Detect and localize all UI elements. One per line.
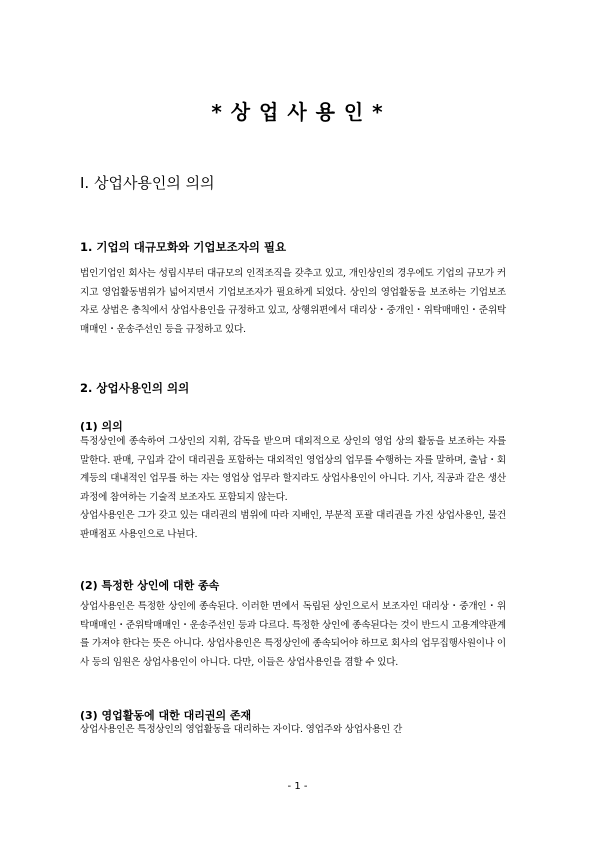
paragraph-4-text: 상업사용인은 특정상인의 영업활동을 대리하는 자이다. 영업주와 상업사용인 간 [80,724,403,735]
paragraph-4 [80,721,506,740]
paragraph-3 [80,598,506,672]
section-heading: Ⅰ. 상업사용인의 의의 [80,174,215,192]
document-title: * 상 업 사 용 인 * [211,100,384,124]
subsection-heading-2: 2. 상업사용인의 의의 [80,381,190,395]
item-heading-2: (2) 특정한 상인에 대한 종속 [80,579,220,592]
item-heading-1: (1) 의의 [80,420,123,433]
paragraph-3-text: 상업사용인은 특정한 상인에 종속된다. 이러한 면에서 독립된 상인으로서 보조자인 대리상・중개인・위탁매매인・준위탁매매인・운송주선인 등과 다르다. 특정한 상인에 종속된다는 것이 반드시 고용계약관계를 가져야 한다는 뜻은 아니다. 상업사용인은 특정상인에 종속되어야 하므로 회사의 업무집행사원이나 이사 등의 임원은 상업사용인이 아니다. 다만, 이들은 상업사용인을 겸할 수 있다. [80,601,506,668]
paragraph-2-text-a: 특정상인에 종속하여 그상인의 지휘, 감독을 받으며 대외적으로 상인의 영업 상의 활동을 보조하는 자를 말한다. 판매, 구입과 같이 대리권을 포함하는 대외적인 영업상의 업무를 수행하는 자를 말하며, 출납・회계등의 대내적인 업무를 하는 자는 영업상 업무라 할지라도 상업사용인이 아니다. 기사, 직공과 같은 생산과정에 참여하는 기술적 보조자도 포함되지 않는다. [80,436,506,503]
item-heading-3: (3) 영업활동에 대한 대리권의 존재 [80,709,252,722]
paragraph-2-text-b: 상업사용인은 그가 갖고 있는 대리권의 범위에 따라 지배인, 부분적 포괄 대리권을 가진 상업사용인, 물건 판매점포 사용인으로 나뉜다. [80,510,506,540]
paragraph-1 [80,265,506,339]
page-number: - 1 - [287,781,308,792]
paragraph-2 [80,433,506,544]
paragraph-1-text: 법인기업인 회사는 성립시부터 대규모의 인적조직을 갖추고 있고, 개인상인의 경우에도 기업의 규모가 커지고 영업활동범위가 넓어지면서 기업보조자가 필요하게 되었다. 상인의 영업활동을 보조하는 기업보조자로 상법은 총칙에서 상업사용인을 규정하고 있고, 상행위편에서 대리상・중개인・위탁매매인・준위탁매매인・운송주선인 등을 규정하고 있다. [80,268,506,335]
subsection-heading-1: 1. 기업의 대규모화와 기업보조자의 필요 [80,240,287,254]
